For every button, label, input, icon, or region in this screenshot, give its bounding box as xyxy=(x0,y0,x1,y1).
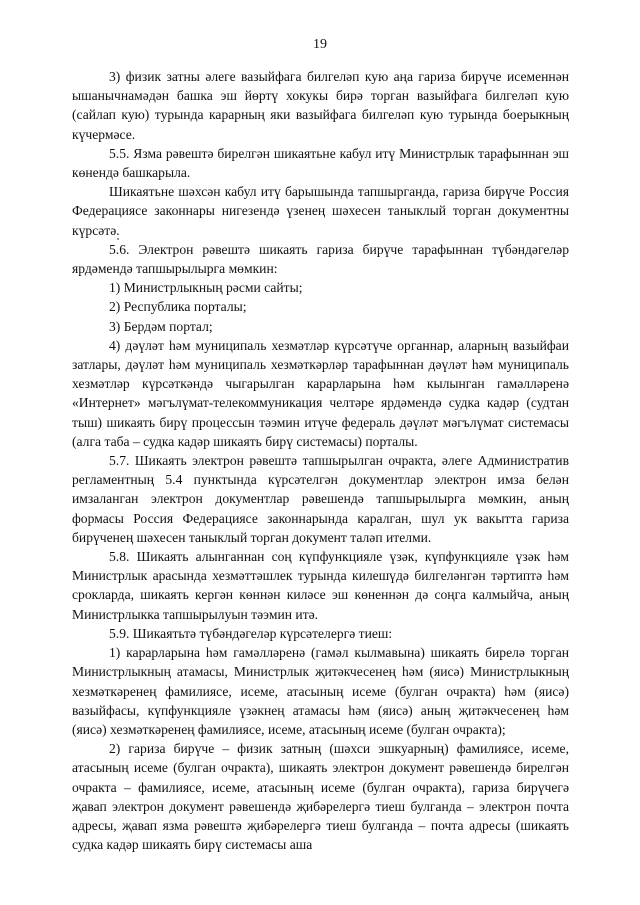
list-item-unified-portal: 3) Бердәм портал; xyxy=(109,318,213,334)
paragraph-5-6: 5.6. Электрон рәвештә шикаять гариза бирүче тарафыннан түбәндәгеләр ярдәмендә тапшырылырга мөмкин: xyxy=(72,241,569,277)
list-item-federal-system: 4) дәүләт һәм муниципаль хезмәтләр күрсәтүче органнар, аларның вазыйфаи затлары, дәүләт һәм муниципаль хезмәткәрләр тарафыннан дәүләт һәм муниципаль хезмәтләр күрсәткәндә чыгарылган карарларына һәм кылынган гамәлләренә «Интернет» мәгълүмат-телекоммуникация челтәре ярдәмендә судка кадәр (судтан тыш) шикаять бирү процессын тәэмин итүче федераль дәүләт мәгълүмат системасы (алга таба – судка кадәр шикаять бирү системасы) порталы. xyxy=(72,337,569,449)
page-number: 19 xyxy=(313,37,327,52)
paragraph-item-3-copy-of-order: 3) физик затны әлеге вазыйфага билгеләп кую аңа гариза бирүче исеменнән ышанычнамәдән башка эш йөртү хокукы бирә торган вазыйфага билгеләп кую (сайлап кую) турында карарның яки вазыйфага билгеләп кую турында боерыкның күчермәсе. xyxy=(72,69,569,142)
list-item-republic-portal: 2) Республика порталы; xyxy=(109,299,247,315)
paragraph-5-5: 5.5. Язма рәвештә бирелгән шикаятьне кабул итү Министрлык тарафыннан эш көнендә башкарыла. xyxy=(72,145,569,181)
paragraph-5-7: 5.7. Шикаять электрон рәвештә тапшырылган очракта, әлеге Административ регламентның 5.4 пунктында күрсәтелгән документлар электрон имза белән имзаланган электрон документлар рәвешендә тапшырылырга мөмкин, аның формасы Россия Федерациясе законнарында каралган, шул ук вакытта гариза бирүченең шәхесен таныклый торган документ таләп ителми. xyxy=(72,453,569,545)
paragraph-5-9: 5.9. Шикаятьтә түбәндәгеләр күрсәтелергә тиеш: xyxy=(109,625,393,641)
list-item-official-site: 1) Министрлыкның рәсми сайты; xyxy=(109,280,303,296)
paragraph-5-8: 5.8. Шикаять алынганнан соң күпфункцияле үзәк, күпфункцияле үзәк һәм Министрлык арасында хезмәттәшлек турында килешүдә билгеләнгән тәртиптә һәм срокларда, шикаять кергән көннән киләсе эш көненнән дә соңга калмыйча, аның Министрлыкка тапшырылуын тәэмин итә. xyxy=(72,549,569,622)
paragraph-personal-submission: Шикаятьне шәхсән кабул итү барышында тапшырганда, гариза бирүче Россия Федерациясе законнары нигезендә үзенең шәхесен таныклый торган документны күрсәтә. xyxy=(72,184,569,238)
list-item-applicant-name: 2) гариза бирүче – физик затның (шәхси эшкуарның) фамилиясе, исеме, атасының исеме (булган очракта), шикаять электрон документ рәвешендә бирелгән очракта – фамилиясе, исеме, атасының исеме (булган очракта), гариза бирүчегә җавап электрон документ рәвешендә җибәрелергә тиеш булганда – электрон почта адресы, җавап язма рәвештә җибәрелергә тиеш булганда – почта адресы (шикаять судка кадәр шикаять бирү системасы аша xyxy=(72,741,569,853)
list-item-ministry-name: 1) карарларына һәм гамәлләренә (гамәл кылмавына) шикаять бирелә торган Министрлыкның атамасы, Министрлык җитәкчесенең һәм (яисә) Министрлыкның хезмәткәренең фамилиясе, исеме, атасының исеме (булган очракта) һәм (яисә) вазыйфасы, күпфункцияле үзәкнең атамасы һәм (яисә) аның җитәкчесенең һәм (яисә) хезмәткәренең фамилиясе, исеме, атасының исеме (булган очракта); xyxy=(72,645,569,737)
document-body xyxy=(72,67,569,854)
